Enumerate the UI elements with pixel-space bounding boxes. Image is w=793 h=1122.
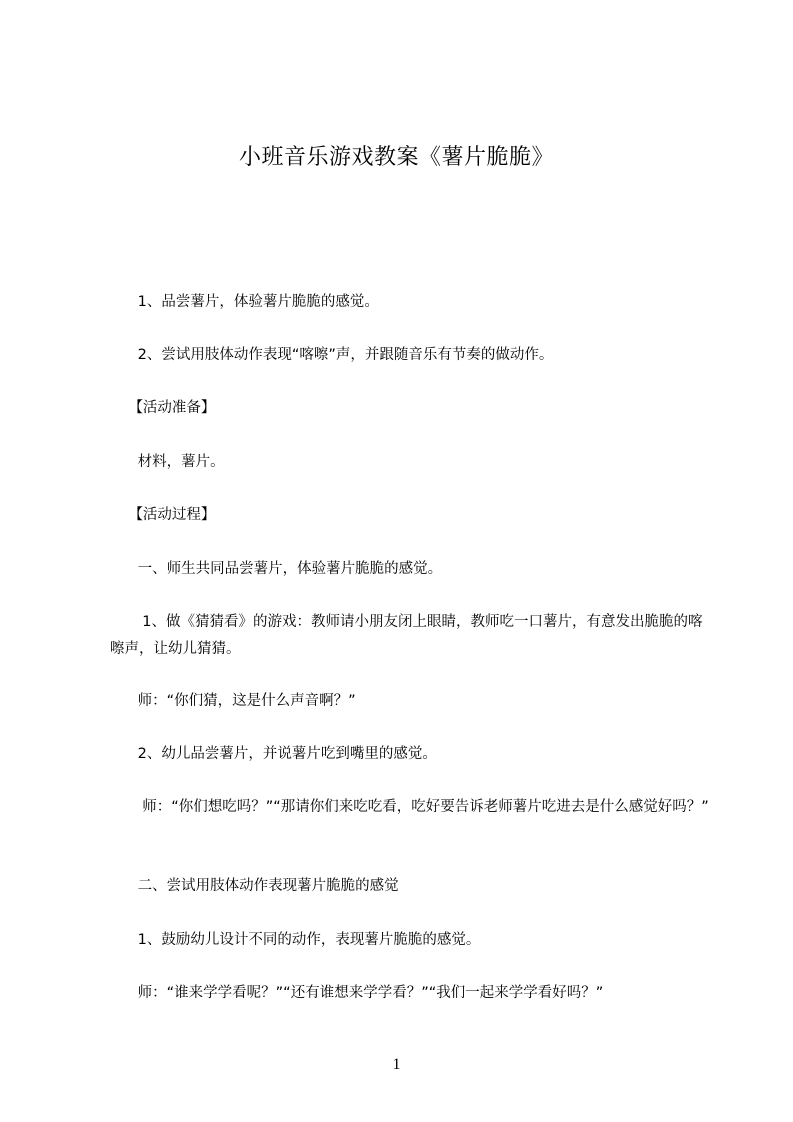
paragraph-teacher-question-1: 师：“你们猜，这是什么声音啊？” (110, 693, 356, 709)
document-title: 小班音乐游戏教案《薯片脆脆》 (238, 145, 554, 170)
paragraph-step-two: 二、尝试用肢体动作表现薯片脆脆的感觉 (110, 878, 399, 894)
section-heading-preparation: 【活动准备】 (110, 400, 216, 416)
paragraph-teacher-question-2: 师：“你们想吃吗？”“那请你们来吃吃看，吃好要告诉老师薯片吃进去是什么感觉好吗？” (110, 799, 709, 815)
paragraph-objective-2: 2、尝试用肢体动作表现“喀嚓”声，并跟随音乐有节奏的做动作。 (110, 347, 554, 363)
paragraph-tasting: 2、幼儿品尝薯片，并说薯片吃到嘴里的感觉。 (110, 746, 437, 762)
page-number: 1 (392, 1056, 401, 1073)
paragraph-encourage-actions: 1、鼓励幼儿设计不同的动作，表现薯片脆脆的感觉。 (110, 932, 481, 948)
section-heading-process: 【活动过程】 (110, 507, 216, 523)
paragraph-guessing-game: 1、做《猜猜看》的游戏：教师请小朋友闭上眼睛，教师吃一口薯片，有意发出脆脆的喀嚓声，让幼儿猜猜。 (110, 614, 703, 657)
paragraph-materials: 材料，薯片。 (110, 454, 225, 470)
paragraph-step-one: 一、师生共同品尝薯片，体验薯片脆脆的感觉。 (110, 561, 443, 577)
paragraph-teacher-question-3: 师：“谁来学学看呢？”“还有谁想来学学看？”“我们一起来学学看好吗？” (110, 985, 604, 1001)
paragraph-objective-1: 1、品尝薯片，体验薯片脆脆的感觉。 (110, 294, 379, 310)
